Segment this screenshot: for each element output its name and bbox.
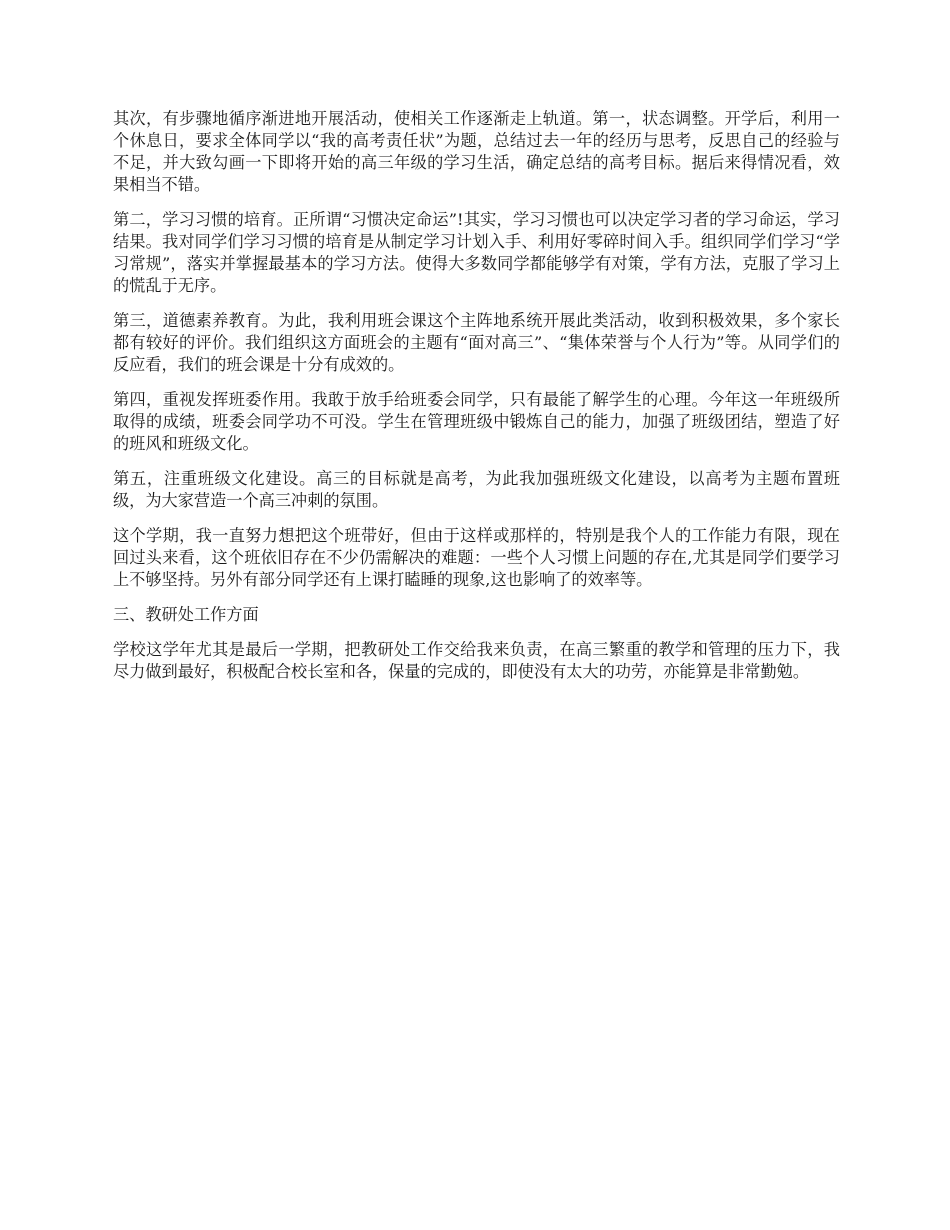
paragraph-research-office: 学校这学年尤其是最后一学期，把教研处工作交给我来负责，在高三繁重的教学和管理的压力下，我尽力做到最好，积极配合校长室和各，保量的完成的，即使没有太大的功劳，亦能算是非常勤勉。 — [113, 640, 840, 681]
document-page — [113, 108, 840, 696]
paragraph-class-culture: 第五，注重班级文化建设。高三的目标就是高考，为此我加强班级文化建设，以高考为主题布置班级，为大家营造一个高三冲刺的氛围。 — [113, 469, 840, 510]
paragraph-class-committee: 第四，重视发挥班委作用。我敢于放手给班委会同学，只有最能了解学生的心理。今年这一年班级所取得的成绩，班委会同学功不可没。学生在管理班级中锻炼自己的能力，加强了班级团结，塑造了好的班风和班级文化。 — [113, 390, 840, 453]
paragraph-study-habits: 第二，学习习惯的培育。正所谓“习惯决定命运”!其实，学习习惯也可以决定学习者的学习命运，学习结果。我对同学们学习习惯的培育是从制定学习计划入手、利用好零碎时间入手。组织同学们学习“学习常规”，落实并掌握最基本的学习方法。使得大多数同学都能够学有对策，学有方法，克服了学习上的慌乱于无序。 — [113, 210, 840, 295]
paragraph-status-adjustment: 其次，有步骤地循序渐进地开展活动，使相关工作逐渐走上轨道。第一，状态调整。开学后，利用一个休息日，要求全体同学以“我的高考责任状”为题，总结过去一年的经历与思考，反思自己的经验与不足，并大致勾画一下即将开始的高三年级的学习生活，确定总结的高考目标。据后来得情况看，效果相当不错。 — [113, 109, 840, 194]
section-heading: 三、教研处工作方面 — [113, 605, 259, 624]
paragraph-semester-reflection: 这个学期，我一直努力想把这个班带好，但由于这样或那样的，特别是我个人的工作能力有限，现在回过头来看，这个班依旧存在不少仍需解决的难题：一些个人习惯上问题的存在,尤其是同学们要学习上不够坚持。另外有部分同学还有上课打瞌睡的现象,这也影响了的效率等。 — [113, 526, 840, 589]
paragraph-moral-education: 第三，道德素养教育。为此，我利用班会课这个主阵地系统开展此类活动，收到积极效果，多个家长都有较好的评价。我们组织这方面班会的主题有“面对高三”、“集体荣誉与个人行为”等。从同学们的反应看，我们的班会课是十分有成效的。 — [113, 311, 840, 374]
